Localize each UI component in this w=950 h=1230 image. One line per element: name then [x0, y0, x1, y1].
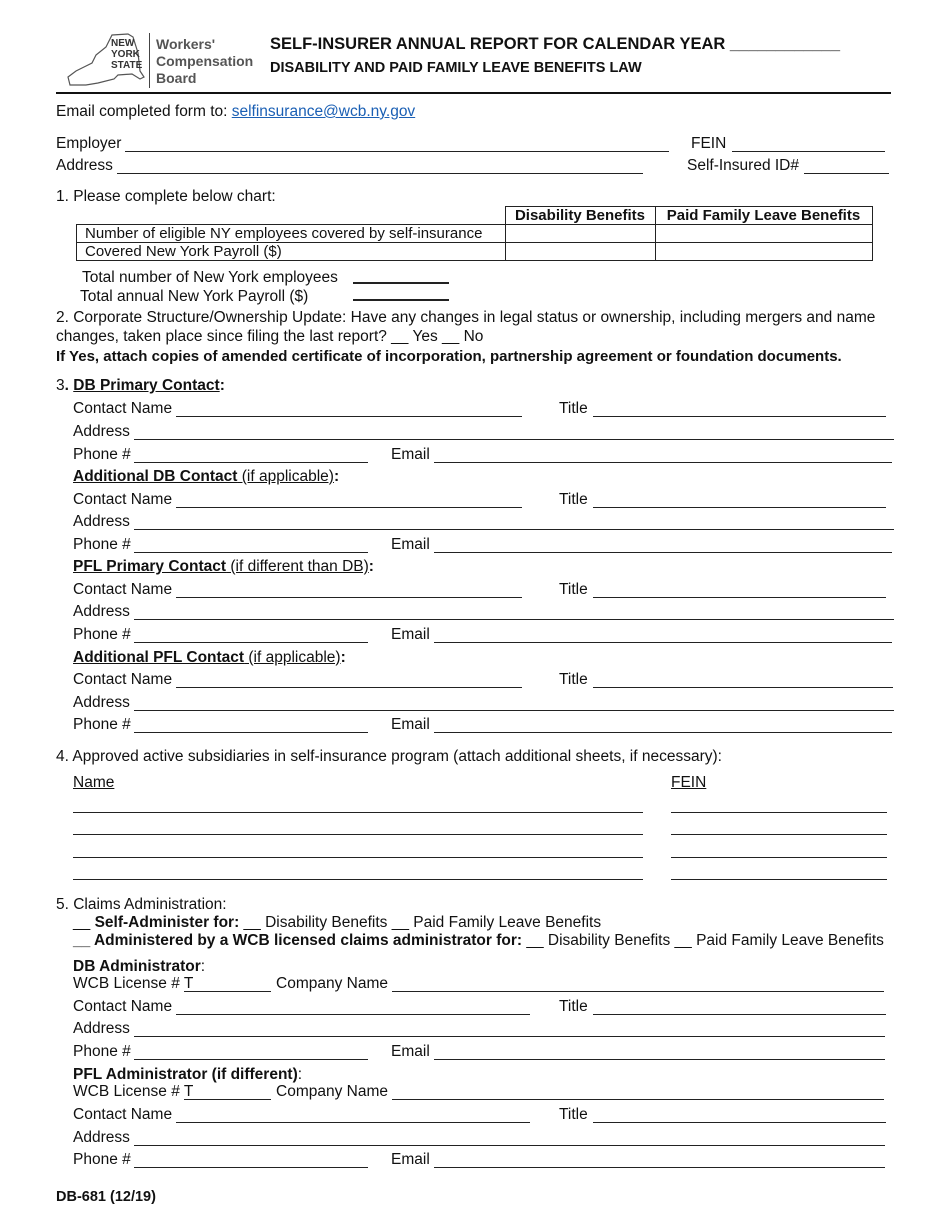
- section1-intro: 1. Please complete below chart:: [56, 188, 276, 205]
- pfl-wcb-license-prefix: T: [183, 1083, 194, 1100]
- subsidiary-fein-field-1[interactable]: [671, 812, 887, 813]
- additional-db-title-label: Title: [559, 491, 588, 508]
- employee-payroll-chart: [76, 206, 873, 261]
- additional-db-colon: :: [333, 468, 340, 485]
- pfl-primary-title-field[interactable]: [593, 597, 886, 598]
- db-admin-email-label: Email: [391, 1043, 430, 1060]
- subsidiary-fein-field-4[interactable]: [671, 879, 887, 880]
- wcb-administrator-label: Administered by a WCB licensed claims administrator for:: [93, 932, 523, 949]
- pfl-admin-title-label: Title: [559, 1106, 588, 1123]
- additional-pfl-contact-name-label: Contact Name: [73, 671, 173, 688]
- additional-pfl-note: (if applicable): [244, 649, 341, 666]
- self-insured-id-field[interactable]: [804, 173, 889, 174]
- total-payroll-field[interactable]: [353, 299, 449, 301]
- db-administrator-heading: [73, 958, 205, 976]
- fein-label: FEIN: [691, 135, 727, 152]
- db-administrator-colon: :: [200, 958, 206, 975]
- total-payroll-label: Total annual New York Payroll ($): [80, 288, 309, 305]
- additional-pfl-phone-field[interactable]: [134, 732, 368, 733]
- pfl-company-name-field[interactable]: [392, 1099, 884, 1100]
- db-company-name-field[interactable]: [392, 991, 884, 992]
- db-primary-contact-heading: [56, 377, 225, 395]
- wcb-administrator-option[interactable]: [73, 932, 884, 950]
- chart-col-disability: Disability Benefits: [505, 207, 655, 225]
- pfl-primary-colon: :: [368, 558, 374, 575]
- section5-intro: 5. Claims Administration:: [56, 896, 227, 913]
- additional-db-address-field[interactable]: [134, 529, 894, 530]
- pfl-administrator-heading: [73, 1066, 302, 1084]
- db-admin-address-field[interactable]: [134, 1036, 885, 1037]
- chart-row-eligible-employees: Number of eligible NY employees covered by self-insurance: [77, 225, 506, 243]
- form-title: SELF-INSURER ANNUAL REPORT FOR CALENDAR YEAR ____________: [270, 35, 840, 53]
- db-primary-phone-label: Phone #: [73, 446, 131, 463]
- db-admin-phone-label: Phone #: [73, 1043, 131, 1060]
- pfl-primary-contact-heading: [73, 558, 374, 576]
- pfl-primary-title-label: Title: [559, 581, 588, 598]
- pfl-admin-phone-field[interactable]: [134, 1167, 368, 1168]
- additional-db-note: (if applicable): [237, 468, 334, 485]
- db-primary-colon: :: [219, 377, 225, 394]
- subsidiary-name-field-2[interactable]: [73, 834, 643, 835]
- db-admin-contact-name-field[interactable]: [176, 1014, 530, 1015]
- logo-state-line2: YORK: [111, 49, 140, 60]
- additional-db-email-field[interactable]: [434, 552, 892, 553]
- pfl-primary-email-label: Email: [391, 626, 430, 643]
- logo-state-line1: NEW: [111, 38, 135, 49]
- additional-pfl-contact-title: Additional PFL Contact: [73, 649, 245, 666]
- additional-db-address-label: Address: [73, 513, 130, 530]
- additional-db-email-label: Email: [391, 536, 430, 553]
- self-insured-id-label: Self-Insured ID#: [687, 157, 799, 174]
- pfl-admin-contact-name-label: Contact Name: [73, 1106, 173, 1123]
- pfl-admin-email-label: Email: [391, 1151, 430, 1168]
- db-wcb-license-prefix: T: [183, 975, 194, 992]
- chart-row-covered-payroll: Covered New York Payroll ($): [77, 243, 506, 261]
- db-admin-address-label: Address: [73, 1020, 130, 1037]
- self-administer-option[interactable]: [73, 914, 601, 932]
- submission-email-link[interactable]: selfinsurance@wcb.ny.gov: [231, 103, 416, 120]
- additional-db-contact-name-field[interactable]: [176, 507, 522, 508]
- section2-attachment-note: If Yes, attach copies of amended certificate of incorporation, partnership agreement or foundation documents.: [56, 348, 842, 365]
- employer-field[interactable]: [125, 151, 669, 152]
- db-primary-contact-name-label: Contact Name: [73, 400, 173, 417]
- additional-pfl-address-label: Address: [73, 694, 130, 711]
- db-company-name-label: Company Name: [276, 975, 388, 992]
- additional-db-contact-title: Additional DB Contact: [73, 468, 238, 485]
- additional-pfl-title-label: Title: [559, 671, 588, 688]
- subsidiary-name-header: Name: [73, 774, 115, 791]
- db-admin-contact-name-label: Contact Name: [73, 998, 173, 1015]
- db-primary-address-field[interactable]: [134, 439, 894, 440]
- additional-pfl-colon: :: [340, 649, 346, 666]
- additional-pfl-email-field[interactable]: [434, 732, 892, 733]
- self-administer-label: Self-Administer for:: [94, 914, 240, 931]
- db-administrator-title: DB Administrator: [73, 958, 201, 975]
- pfl-primary-email-field[interactable]: [434, 642, 892, 643]
- pfl-primary-contact-name-field[interactable]: [176, 597, 522, 598]
- employer-label: Employer: [56, 135, 122, 152]
- additional-pfl-title-field[interactable]: [593, 687, 893, 688]
- self-administer-benefits: __ Disability Benefits __ Paid Family Leave Benefits: [239, 914, 602, 931]
- form-id: DB-681 (12/19): [56, 1189, 156, 1205]
- covered-payroll-pfl-cell[interactable]: [655, 243, 872, 261]
- db-primary-contact-name-field[interactable]: [176, 416, 522, 417]
- logo-state-text: [111, 38, 142, 71]
- email-instruction: [56, 103, 415, 121]
- logo-agency-text: [156, 36, 253, 87]
- subsidiary-name-field-3[interactable]: [73, 857, 643, 858]
- logo-agency-line3: Board: [156, 70, 197, 86]
- section2-question-line2: changes, taken place since filing the last report? __ Yes __ No: [56, 328, 484, 345]
- additional-pfl-address-field[interactable]: [134, 710, 894, 711]
- section3-number: 3: [56, 377, 65, 394]
- email-instruction-text: Email completed form to:: [56, 103, 232, 120]
- logo-state-line3: STATE: [111, 60, 143, 71]
- db-primary-title-label: Title: [559, 400, 588, 417]
- subsidiary-fein-field-3[interactable]: [671, 857, 887, 858]
- pfl-primary-phone-field[interactable]: [134, 642, 368, 643]
- pfl-admin-address-field[interactable]: [134, 1145, 885, 1146]
- self-administer-blank: __: [73, 914, 95, 931]
- pfl-wcb-license-label: [73, 1083, 193, 1101]
- pfl-admin-title-field[interactable]: [593, 1122, 886, 1123]
- fein-field[interactable]: [732, 151, 885, 152]
- db-admin-title-label: Title: [559, 998, 588, 1015]
- section4-intro: 4. Approved active subsidiaries in self-insurance program (attach additional sheets, if necessary):: [56, 748, 722, 765]
- db-wcb-license-field[interactable]: [184, 991, 271, 992]
- pfl-administrator-title: PFL Administrator (if different): [73, 1066, 298, 1083]
- pfl-admin-contact-name-field[interactable]: [176, 1122, 530, 1123]
- pfl-administrator-colon: :: [297, 1066, 303, 1083]
- logo-agency-line1: Workers': [156, 36, 216, 52]
- db-primary-contact-title: DB Primary Contact: [73, 377, 220, 394]
- subsidiary-name-field-1[interactable]: [73, 812, 643, 813]
- db-primary-title-field[interactable]: [593, 416, 886, 417]
- pfl-primary-note: (if different than DB): [226, 558, 369, 575]
- db-wcb-license-text: WCB License #: [73, 975, 184, 992]
- additional-pfl-phone-label: Phone #: [73, 716, 131, 733]
- pfl-primary-contact-title: PFL Primary Contact: [73, 558, 227, 575]
- total-employees-label: Total number of New York employees: [82, 269, 338, 286]
- logo-divider: [149, 33, 150, 88]
- eligible-employees-db-cell[interactable]: [505, 225, 655, 243]
- covered-payroll-db-cell[interactable]: [505, 243, 655, 261]
- form-subtitle: DISABILITY AND PAID FAMILY LEAVE BENEFITS LAW: [270, 60, 642, 76]
- db-wcb-license-label: [73, 975, 193, 993]
- wcb-administrator-benefits: __ Disability Benefits __ Paid Family Leave Benefits: [522, 932, 884, 949]
- db-admin-phone-field[interactable]: [134, 1059, 368, 1060]
- pfl-primary-contact-name-label: Contact Name: [73, 581, 173, 598]
- pfl-primary-phone-label: Phone #: [73, 626, 131, 643]
- pfl-primary-address-label: Address: [73, 603, 130, 620]
- additional-db-phone-field[interactable]: [134, 552, 368, 553]
- pfl-admin-email-field[interactable]: [434, 1167, 885, 1168]
- pfl-admin-address-label: Address: [73, 1129, 130, 1146]
- additional-pfl-email-label: Email: [391, 716, 430, 733]
- db-admin-title-field[interactable]: [593, 1014, 886, 1015]
- additional-pfl-contact-name-field[interactable]: [176, 687, 522, 688]
- pfl-company-name-label: Company Name: [276, 1083, 388, 1100]
- section3-dot: .: [64, 377, 74, 394]
- additional-pfl-contact-heading: [73, 649, 346, 667]
- additional-db-title-field[interactable]: [593, 507, 886, 508]
- db-primary-phone-field[interactable]: [134, 462, 368, 463]
- employer-address-field[interactable]: [117, 173, 643, 174]
- db-primary-email-field[interactable]: [434, 462, 892, 463]
- wcb-administrator-blank: __: [73, 932, 94, 949]
- db-admin-email-field[interactable]: [434, 1059, 885, 1060]
- additional-db-contact-heading: [73, 468, 339, 486]
- employer-address-label: Address: [56, 157, 113, 174]
- pfl-wcb-license-field[interactable]: [184, 1099, 271, 1100]
- pfl-primary-address-field[interactable]: [134, 619, 894, 620]
- db-primary-address-label: Address: [73, 423, 130, 440]
- total-employees-field[interactable]: [353, 282, 449, 284]
- eligible-employees-pfl-cell[interactable]: [655, 225, 872, 243]
- subsidiary-name-field-4[interactable]: [73, 879, 643, 880]
- chart-col-pfl: Paid Family Leave Benefits: [655, 207, 872, 225]
- section2-question-line1: 2. Corporate Structure/Ownership Update: Have any changes in legal status or ownership, including mergers and name: [56, 309, 876, 326]
- header-rule: [56, 92, 891, 94]
- pfl-wcb-license-text: WCB License #: [73, 1083, 184, 1100]
- chart-corner-cell: [77, 207, 506, 225]
- subsidiary-fein-header: FEIN: [671, 774, 707, 791]
- additional-db-contact-name-label: Contact Name: [73, 491, 173, 508]
- subsidiary-fein-field-2[interactable]: [671, 834, 887, 835]
- logo-agency-line2: Compensation: [156, 53, 254, 69]
- additional-db-phone-label: Phone #: [73, 536, 131, 553]
- pfl-admin-phone-label: Phone #: [73, 1151, 131, 1168]
- db-primary-email-label: Email: [391, 446, 430, 463]
